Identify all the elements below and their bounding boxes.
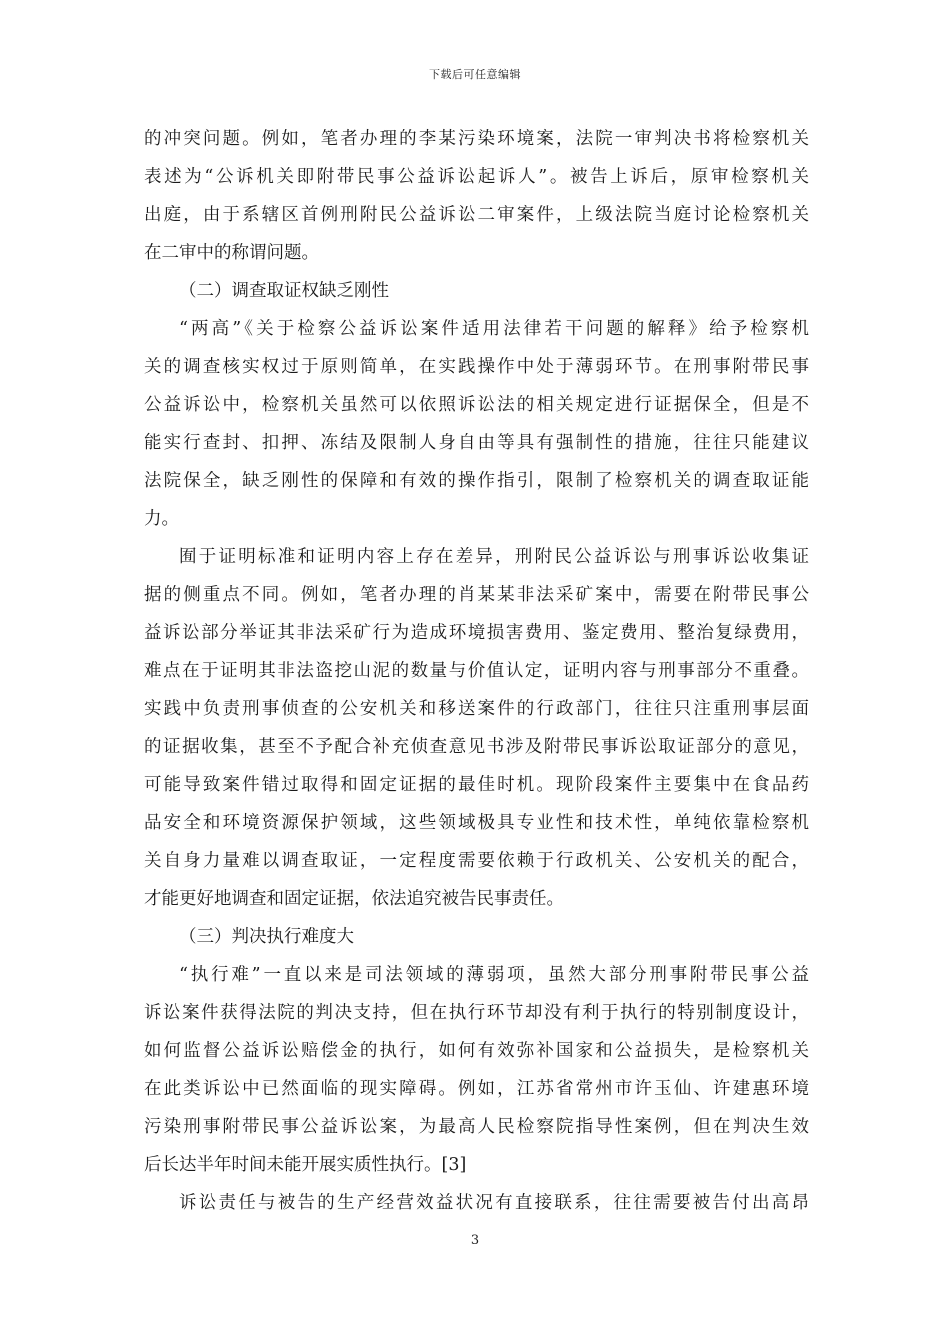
page-header: 下载后可任意编辑 — [429, 68, 521, 81]
text-line: 可能导致案件错过取得和固定证据的最佳时机。现阶段案件主要集中在食品药 — [144, 775, 809, 795]
text-line: 关的调查核实权过于原则简单，在实践操作中处于薄弱环节。在刑事附带民事 — [144, 357, 809, 377]
text-line: 公益诉讼中，检察机关虽然可以依照诉讼法的相关规定进行证据保全，但是不 — [144, 395, 809, 415]
text-line: 才能更好地调查和固定证据，依法追究被告民事责任。 — [144, 889, 564, 909]
text-line: 的冲突问题。例如，笔者办理的李某污染环境案，法院一审判决书将检察机关 — [144, 129, 809, 149]
text-line: 表述为“公诉机关即附带民事公益诉讼起诉人”。被告上诉后，原审检察机关 — [144, 167, 809, 187]
text-line: 出庭，由于系辖区首例刑附民公益诉讼二审案件，上级法院当庭讨论检察机关 — [144, 205, 809, 225]
page-number: 3 — [470, 1233, 480, 1248]
text-line: 益诉讼部分举证其非法采矿行为造成环境损害费用、鉴定费用、整治复绿费用， — [144, 623, 809, 643]
text-line: 在二审中的称谓问题。 — [144, 243, 319, 263]
text-line: 如何监督公益诉讼赔偿金的执行，如何有效弥补国家和公益损失，是检察机关 — [144, 1041, 809, 1061]
text-line: 据的侧重点不同。例如，笔者办理的肖某某非法采矿案中，需要在附带民事公 — [144, 585, 809, 605]
text-line: 能实行查封、扣押、冻结及限制人身自由等具有强制性的措施，往往只能建议 — [144, 433, 809, 453]
text-line: 难点在于证明其非法盗挖山泥的数量与价值认定，证明内容与刑事部分不重叠。 — [144, 661, 809, 681]
text-line: 污染刑事附带民事公益诉讼案，为最高人民检察院指导性案例，但在判决生效 — [144, 1117, 809, 1137]
text-line: 诉讼案件获得法院的判决支持，但在执行环节却没有利于执行的特别制度设计， — [144, 1003, 809, 1023]
section-heading-3: （三）判决执行难度大 — [179, 927, 354, 947]
text-line: 囿于证明标准和证明内容上存在差异，刑附民公益诉讼与刑事诉讼收集证 — [179, 547, 809, 567]
text-line: 的证据收集，甚至不予配合补充侦查意见书涉及附带民事诉讼取证部分的意见， — [144, 737, 809, 757]
text-line: 实践中负责刑事侦查的公安机关和移送案件的行政部门，往往只注重刑事层面 — [144, 699, 809, 719]
section-heading-2: （二）调查取证权缺乏刚性 — [179, 281, 389, 301]
text-line: 诉讼责任与被告的生产经营效益状况有直接联系，往往需要被告付出高昂 — [179, 1193, 809, 1213]
text-line: 后长达半年时间未能开展实质性执行。[3] — [144, 1155, 467, 1175]
text-line: 法院保全，缺乏刚性的保障和有效的操作指引，限制了检察机关的调查取证能 — [144, 471, 809, 491]
text-line: “两高”《关于检察公益诉讼案件适用法律若干问题的解释》给予检察机 — [179, 319, 809, 339]
text-line: 品安全和环境资源保护领域，这些领域极具专业性和技术性，单纯依靠检察机 — [144, 813, 809, 833]
document-body — [144, 120, 809, 1222]
text-line: “执行难”一直以来是司法领域的薄弱项，虽然大部分刑事附带民事公益 — [179, 965, 809, 985]
text-line: 力。 — [144, 509, 179, 529]
text-line: 关自身力量难以调查取证，一定程度需要依赖于行政机关、公安机关的配合， — [144, 851, 809, 871]
text-line: 在此类诉讼中已然面临的现实障碍。例如，江苏省常州市许玉仙、许建惠环境 — [144, 1079, 809, 1099]
